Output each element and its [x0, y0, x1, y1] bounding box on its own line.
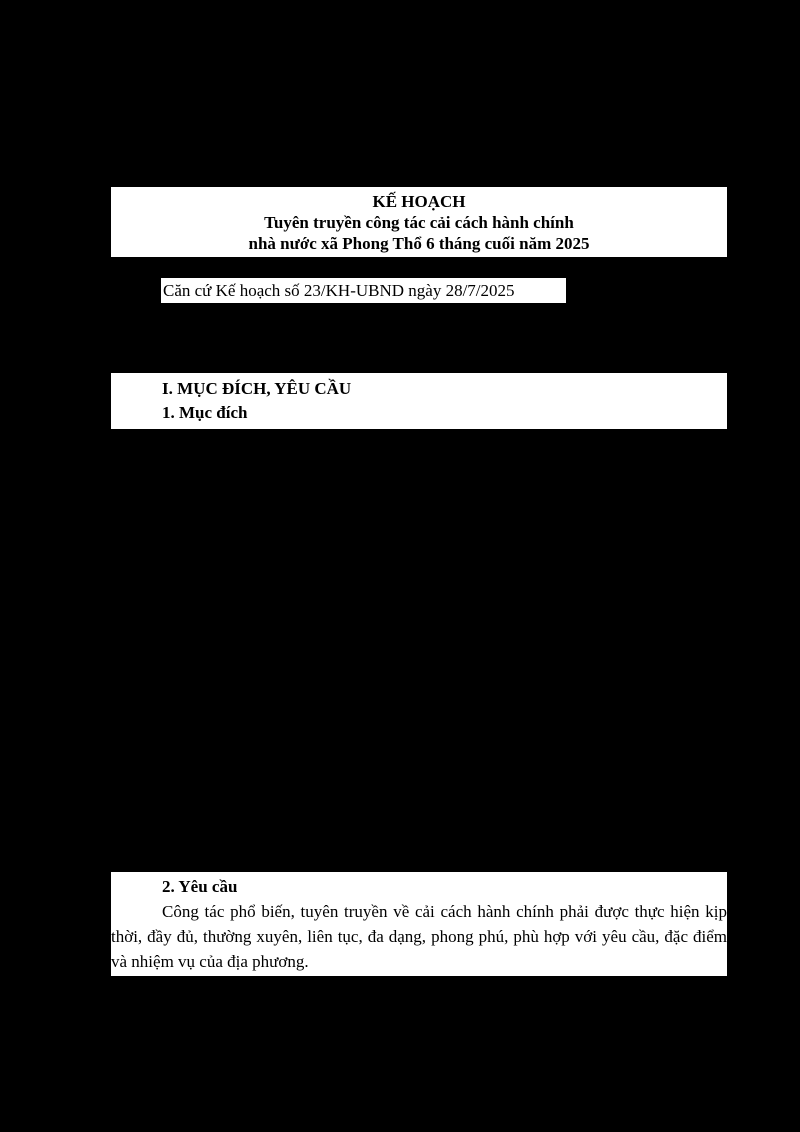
subsection-2-heading: 2. Yêu cầu — [162, 877, 238, 896]
section-1 — [111, 373, 727, 429]
section-2 — [111, 872, 727, 976]
citation-label: Căn cứ Kế hoạch số 23/KH-UBND ngày 28/7/2025 — [163, 281, 515, 300]
section-1-heading: I. MỤC ĐÍCH, YÊU CẦU — [162, 379, 352, 398]
subsection-1-heading: 1. Mục đích — [162, 403, 248, 422]
citation-text — [161, 278, 566, 303]
document-subtitle-line2: nhà nước xã Phong Thổ 6 tháng cuối năm 2025 — [248, 234, 590, 253]
document-title-block — [111, 187, 727, 257]
subsection-2-paragraph: Công tác phổ biến, tuyên truyền về cải cách hành chính phải được thực hiện kịp thời, đầy đủ, thường xuyên, liên tục, đa dạng, phong phú, phù hợp với yêu cầu, đặc điểm và nhiệm vụ của địa phương. — [111, 902, 727, 971]
document-subtitle-line1: Tuyên truyền công tác cải cách hành chính — [264, 213, 574, 232]
document-title: KẾ HOẠCH — [372, 192, 466, 211]
